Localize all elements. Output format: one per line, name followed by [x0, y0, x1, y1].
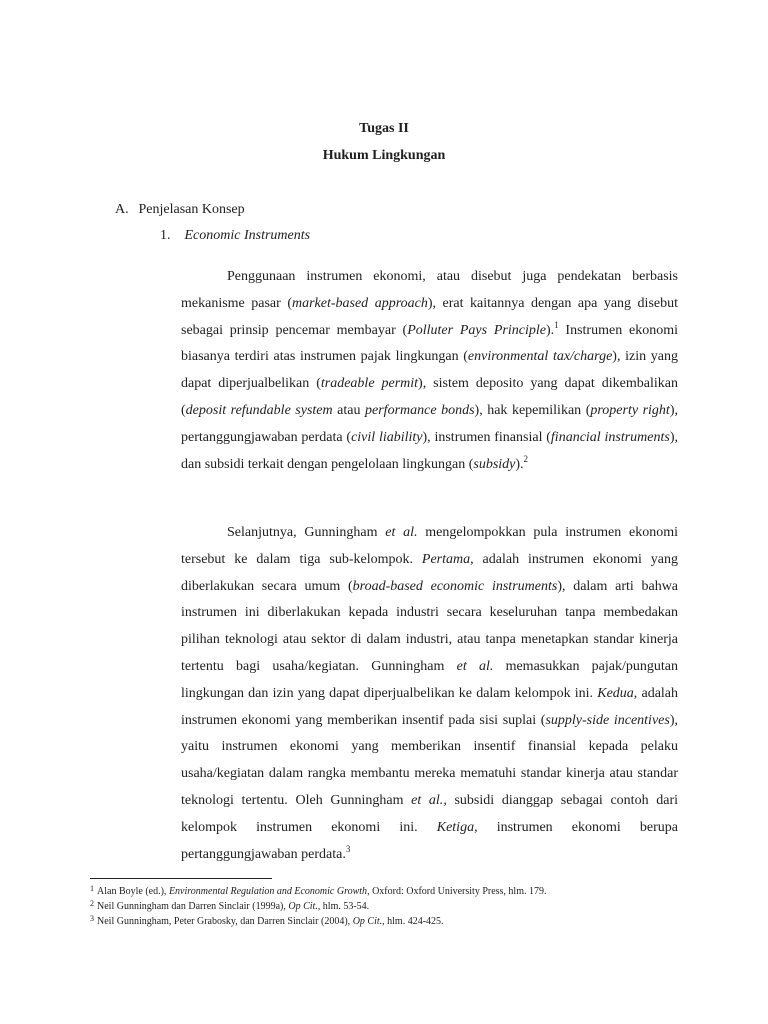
body-paragraph-1 — [181, 264, 678, 478]
italic-term: et al. — [456, 658, 494, 674]
italic-term: Ketiga — [436, 819, 475, 835]
italic-term: market-based approach — [291, 295, 428, 311]
text-run: , Oxford: Oxford University Press, hlm. 179. — [367, 886, 547, 897]
text-run: Neil Gunningham dan Darren Sinclair (1999a), — [97, 901, 289, 912]
text-run: ), izin yang dapat diperjualbelikan ( — [181, 349, 678, 392]
text-run: ), erat kaitannya dengan apa yang disebut sebagai prinsip pencemar membayar ( — [181, 295, 678, 338]
italic-term: supply-side incentives — [545, 712, 670, 728]
section-title: Penjelasan Konsep — [138, 202, 245, 217]
italic-term: deposit refundable system — [185, 402, 333, 418]
text-run: atau — [332, 402, 366, 418]
italic-term: financial instruments — [550, 429, 670, 445]
italic-term: Op Cit. — [352, 916, 383, 927]
footnotes — [90, 884, 690, 929]
subsection-label: 1. — [160, 228, 171, 243]
text-run: ), dalam arti bahwa instrumen ini diberlakukan kepada industri secara keseluruhan tanpa membedakan pilihan teknologi atau sektor di dalam industri, atau tanpa menetapkan standar kinerja tertentu bagi usaha/kegiatan. Gunningham — [181, 578, 679, 674]
text-run: mengelompokkan pula instrumen ekonomi tersebut ke dalam tiga sub-kelompok. — [181, 525, 678, 567]
italic-term: Polluter Pays Principle — [407, 322, 546, 338]
section-heading — [115, 202, 245, 218]
italic-term: Kedua — [597, 685, 634, 701]
document-subtitle: Hukum Lingkungan — [322, 148, 446, 163]
section-label: A. — [115, 202, 129, 217]
subsection-title: Economic Instruments — [184, 228, 311, 243]
text-run: , instrumen ekonomi berupa pertanggungjawaban perdata. — [181, 819, 679, 862]
italic-term: Environmental Regulation and Economic Growth — [168, 886, 368, 897]
footnote-reference: 1 — [90, 884, 94, 893]
footnote-reference: 2 — [90, 899, 94, 908]
text-run: Instrumen ekonomi biasanya terdiri atas instrumen pajak lingkungan ( — [181, 322, 678, 365]
text-run: ), instrumen finansial ( — [422, 429, 551, 445]
footnote-reference: 1 — [554, 319, 559, 330]
italic-term: civil liability — [351, 429, 423, 445]
italic-term: et al. — [411, 792, 444, 808]
text-run: ). — [545, 322, 555, 338]
text-run: ), hak kepemilikan ( — [474, 402, 591, 418]
italic-term: environmental tax/charge — [467, 349, 613, 365]
text-run: , hlm. 53-54. — [317, 901, 370, 912]
text-run: Selanjutnya, Gunningham — [227, 525, 386, 540]
text-run: Neil Gunningham, Peter Grabosky, dan Darren Sinclair (2004), — [97, 916, 353, 927]
italic-term: subsidy — [473, 456, 516, 472]
subsection-heading — [160, 228, 310, 244]
text-run: Alan Boyle (ed.), — [97, 886, 169, 897]
italic-term: broad-based economic instruments — [352, 578, 558, 594]
text-run: ), dan subsidi terkait dengan pengelolaan lingkungan ( — [181, 429, 678, 472]
footnote-reference: 2 — [523, 453, 529, 464]
footnote-reference: 3 — [90, 914, 94, 923]
text-run: , subsidi dianggap sebagai contoh dari kelompok instrumen ekonomi ini. — [181, 792, 678, 835]
text-run: , hlm. 424-425. — [382, 916, 444, 927]
footnote-separator — [90, 878, 272, 879]
italic-term: et al. — [385, 525, 418, 540]
footnote-2 — [90, 899, 690, 914]
text-run: , adalah instrumen ekonomi yang diberlakukan secara umum ( — [181, 551, 679, 594]
text-run: ), pertanggungjawaban perdata ( — [181, 402, 678, 445]
text-run: Penggunaan instrumen ekonomi, atau disebut juga pendekatan berbasis mekanisme pasar ( — [181, 269, 678, 311]
text-run: memasukkan pajak/pungutan lingkungan dan izin yang dapat diperjualbelikan ke dalam kelompok ini. — [181, 658, 678, 701]
text-run: ), yaitu instrumen ekonomi yang memberikan insentif finansial kepada pelaku usaha/kegiatan dalam rangka membantu mereka mematuhi standar kinerja atau standar teknologi tertentu. Oleh Gunningham — [181, 712, 678, 808]
italic-term: Op Cit. — [288, 901, 318, 912]
footnote-3 — [90, 914, 690, 929]
text-run: ). — [515, 456, 524, 472]
body-paragraph-2 — [181, 520, 678, 868]
italic-term: tradeable permit — [320, 376, 419, 392]
italic-term: performance bonds — [365, 402, 475, 418]
footnote-1 — [90, 884, 690, 899]
document-title: Tugas II — [359, 121, 409, 136]
text-run: ), sistem deposito yang dapat dikembalikan ( — [181, 376, 678, 418]
text-run: , adalah instrumen ekonomi yang memberikan insentif pada sisi suplai ( — [181, 685, 679, 728]
italic-term: Pertama — [421, 551, 471, 567]
italic-term: property right — [590, 402, 670, 418]
footnote-reference: 3 — [345, 843, 351, 854]
